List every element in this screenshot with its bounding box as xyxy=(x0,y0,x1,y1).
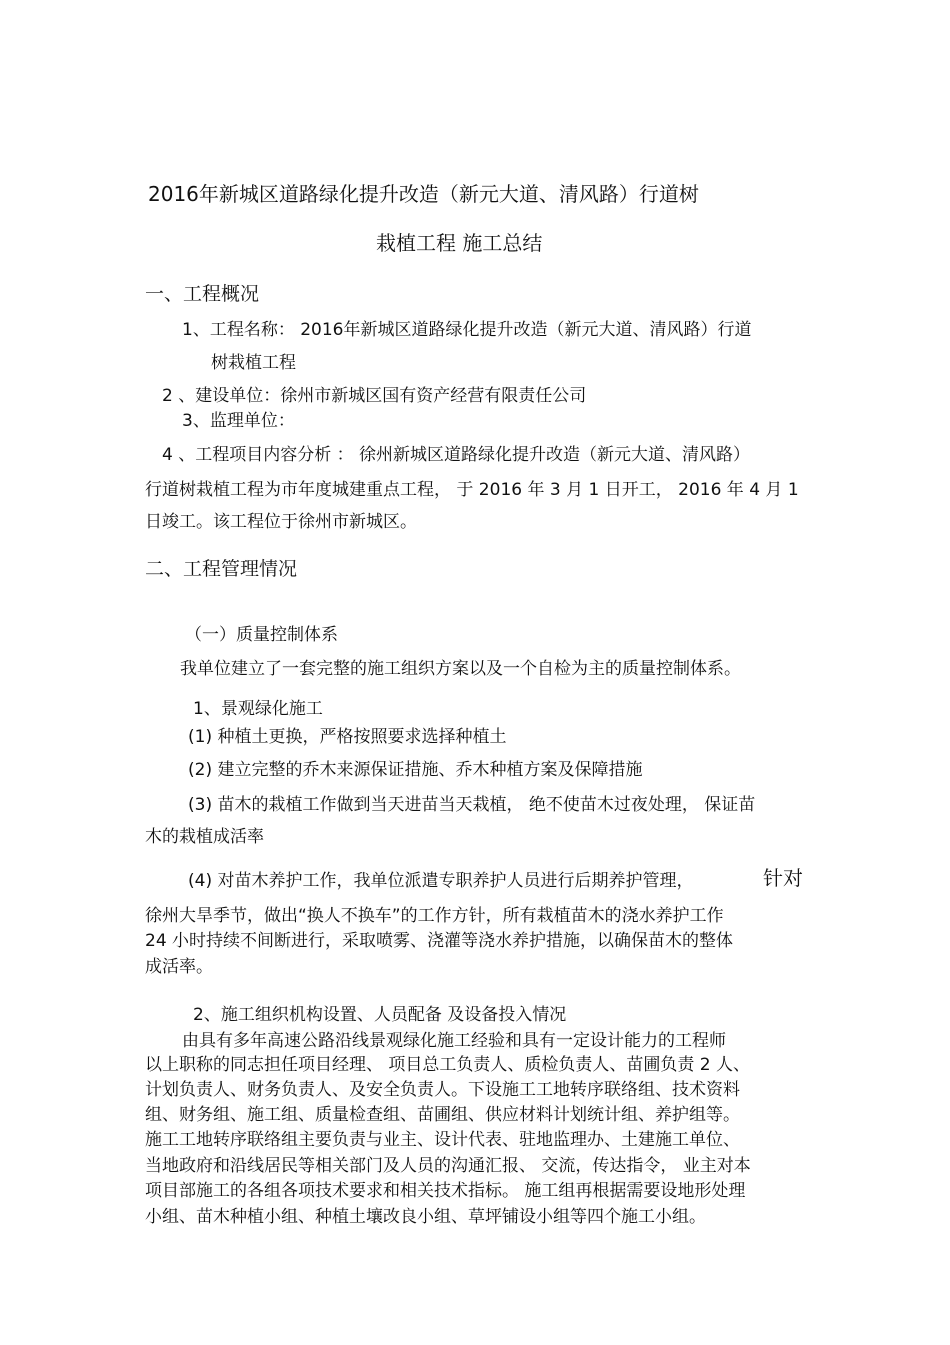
organization-line-6: 当地政府和沿线居民等相关部门及人员的沟通汇报、 交流，传达指令， 业主对本 xyxy=(145,1156,751,1176)
title-line-2: 栽植工程 施工总结 xyxy=(376,231,543,255)
project-name-line-1: 1、工程名称： 2016年新城区道路绿化提升改造（新元大道、清风路）行道 xyxy=(182,320,752,340)
project-name-line-2: 树栽植工程 xyxy=(211,353,296,373)
content-analysis-line-1: 4 、工程项目内容分析 ： 徐州新城区道路绿化提升改造（新元大道、清风路） xyxy=(162,445,751,465)
landscape-item-4-line-2: 徐州大旱季节，做出“换人不换车”的工作方针，所有栽植苗木的浇水养护工作 xyxy=(145,906,724,926)
organization-heading: 2、施工组织机构设置、人员配备 及设备投入情况 xyxy=(193,1005,567,1025)
quality-system-heading: （一）质量控制体系 xyxy=(185,625,338,645)
owner-line: 2 、建设单位：徐州市新城区国有资产经营有限责任公司 xyxy=(162,386,587,406)
section-1-heading: 一、工程概况 xyxy=(145,283,260,305)
title-line-1: 2016年新城区道路绿化提升改造（新元大道、清风路）行道树 xyxy=(148,182,699,206)
supervisor-line: 3、监理单位： xyxy=(182,411,295,431)
organization-line-2: 以上职称的同志担任项目经理、 项目总工负责人、质检负责人、苗圃负责 2 人、 xyxy=(145,1055,751,1075)
organization-line-3: 计划负责人、财务负责人、及安全负责人。下设施工工地转序联络组、技术资料 xyxy=(145,1080,740,1100)
content-analysis-line-3: 日竣工。该工程位于徐州市新城区。 xyxy=(145,512,417,532)
organization-line-5: 施工工地转序联络组主要负责与业主、设计代表、驻地监理办、土建施工单位、 xyxy=(145,1130,740,1150)
section-2-heading: 二、工程管理情况 xyxy=(145,558,298,580)
organization-line-4: 组、财务组、施工组、质量检查组、苗圃组、供应材料计划统计组、养护组等。 xyxy=(145,1105,740,1125)
content-analysis-line-2: 行道树栽植工程为市年度城建重点工程， 于 2016 年 3 月 1 日开工， 2016 年 4 月 1 xyxy=(145,480,799,500)
landscape-item-4-line-1-tail: 针对 xyxy=(763,866,803,890)
organization-line-7: 项目部施工的各组各项技术要求和相关技术指标。 施工组再根据需要设地形处理 xyxy=(145,1181,746,1201)
landscape-item-1: (1) 种植土更换，严格按照要求选择种植土 xyxy=(188,727,507,747)
organization-line-8: 小组、苗木种植小组、种植土壤改良小组、草坪铺设小组等四个施工小组。 xyxy=(145,1207,706,1227)
landscape-item-4-line-1: (4) 对苗木养护工作，我单位派遣专职养护人员进行后期养护管理， xyxy=(188,871,694,891)
landscape-item-4-line-4: 成活率。 xyxy=(145,957,213,977)
organization-line-1: 由具有多年高速公路沿线景观绿化施工经验和具有一定设计能力的工程师 xyxy=(182,1031,726,1051)
landscape-item-2: (2) 建立完整的乔木来源保证措施、乔木种植方案及保障措施 xyxy=(188,760,643,780)
landscape-item-3-line-2: 木的栽植成活率 xyxy=(145,827,264,847)
landscape-item-4-line-3: 24 小时持续不间断进行，采取喷雾、浇灌等浇水养护措施，以确保苗木的整体 xyxy=(145,931,734,951)
quality-system-paragraph: 我单位建立了一套完整的施工组织方案以及一个自检为主的质量控制体系。 xyxy=(180,659,741,679)
landscape-heading: 1、景观绿化施工 xyxy=(193,699,323,719)
landscape-item-3-line-1: (3) 苗木的栽植工作做到当天进苗当天栽植， 绝不使苗木过夜处理， 保证苗 xyxy=(188,795,756,815)
